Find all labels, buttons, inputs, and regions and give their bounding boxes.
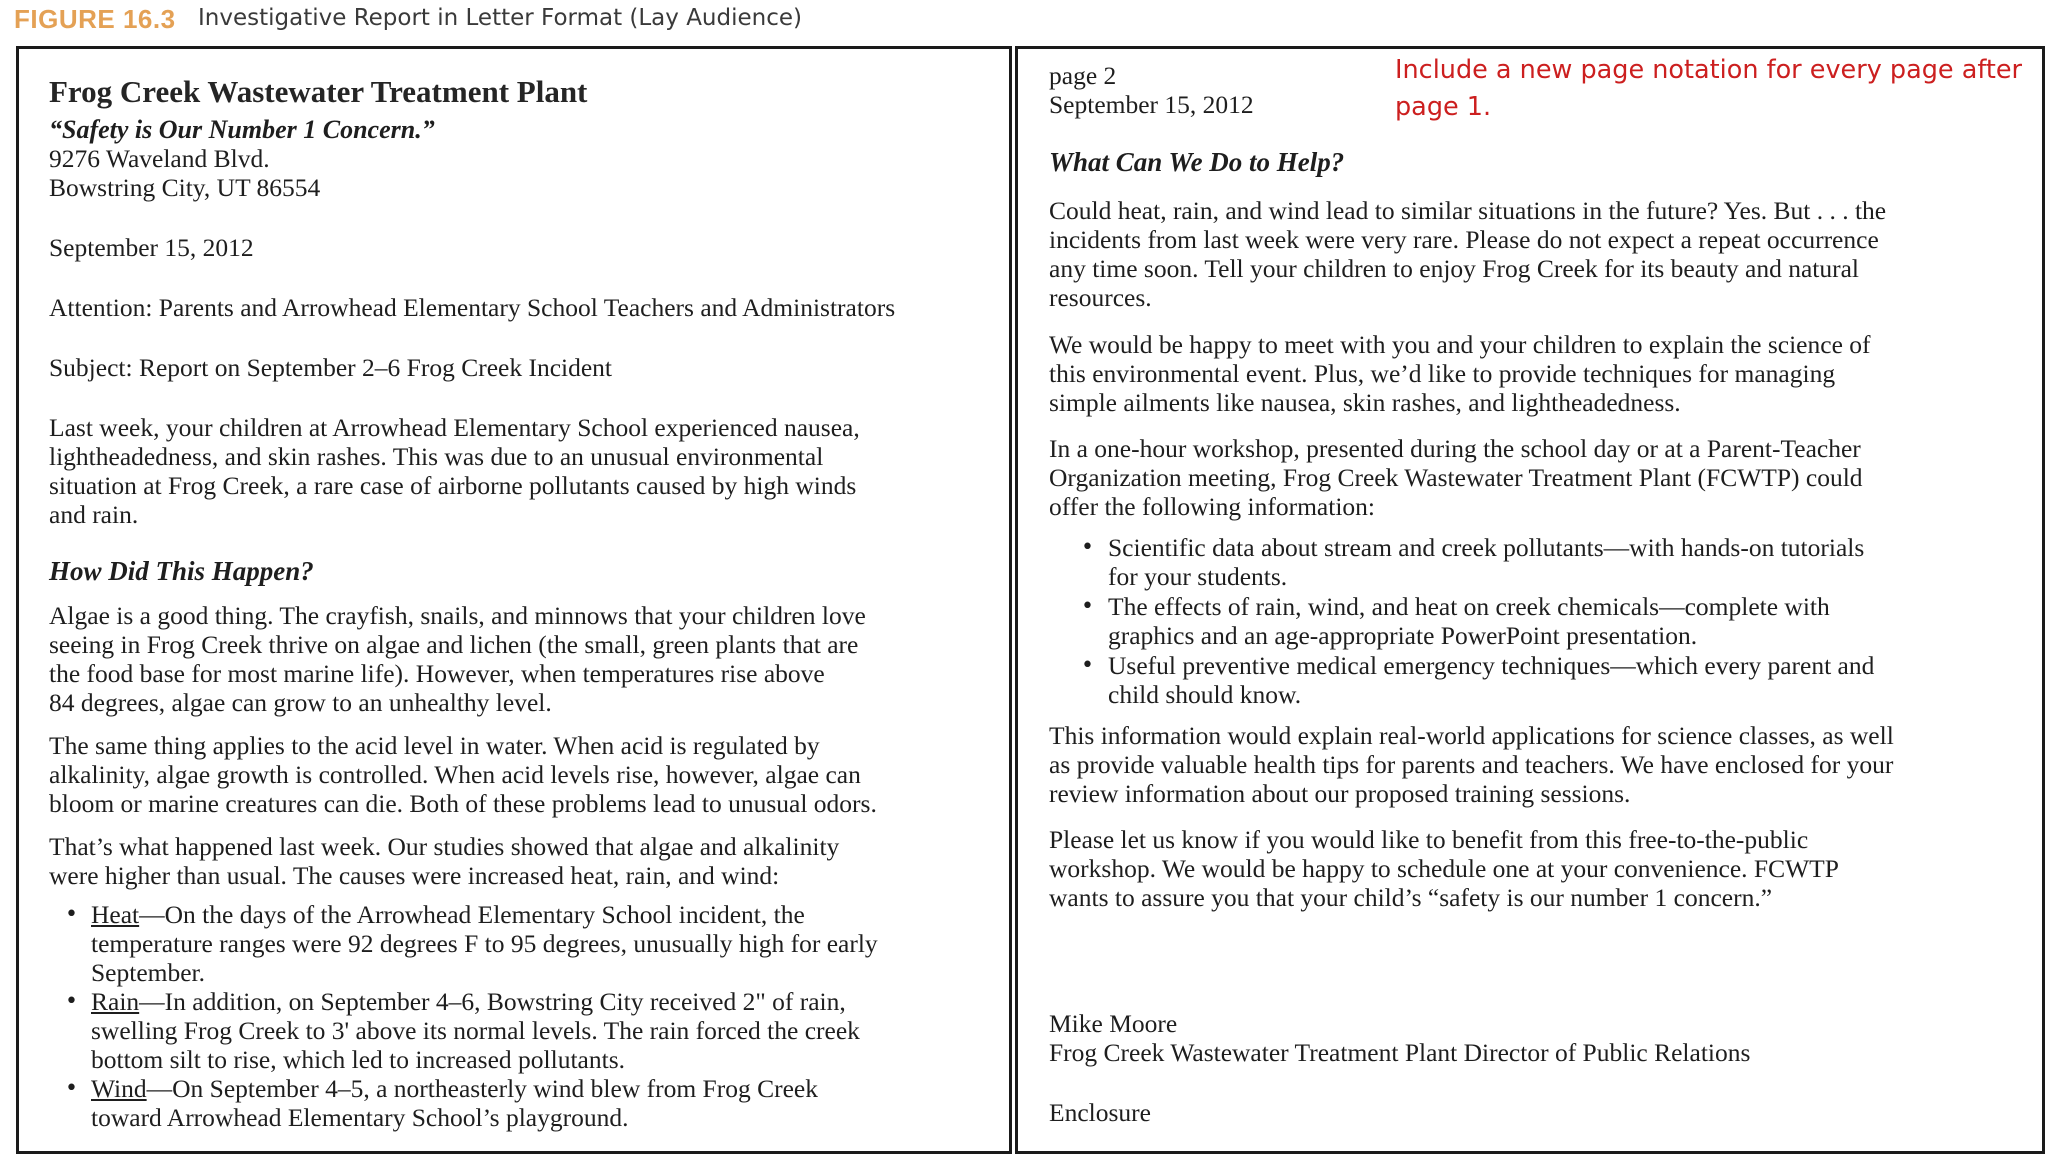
enclosure-line: Enclosure <box>1049 1098 1151 1127</box>
signer-title: Frog Creek Wastewater Treatment Plant Director of Public Relations <box>1049 1038 1751 1067</box>
bullet-dot: • <box>1081 653 1094 678</box>
bullet-line <box>91 1074 818 1103</box>
paragraph-line: bloom or marine creatures can die. Both of these problems lead to unusual odors. <box>49 789 877 818</box>
bullet-line: swelling Frog Creek to 3' above its normal levels. The rain forced the creek <box>91 1016 860 1045</box>
paragraph-line: The same thing applies to the acid level in water. When acid is regulated by <box>49 731 820 760</box>
bullet-line: graphics and an age-appropriate PowerPoint presentation. <box>1108 621 1698 650</box>
paragraph-line: any time soon. Tell your children to enjoy Frog Creek for its beauty and natural <box>1049 254 1860 283</box>
intro-line: Last week, your children at Arrowhead Elementary School experienced nausea, <box>49 413 860 442</box>
letter-date: September 15, 2012 <box>1049 90 1254 119</box>
plant-name: Frog Creek Wastewater Treatment Plant <box>49 74 588 109</box>
bullet-line: September. <box>91 958 206 987</box>
paragraph-line: were higher than usual. The causes were increased heat, rain, and wind: <box>49 861 780 890</box>
paragraph-line: Please let us know if you would like to benefit from this free-to-the-public <box>1049 825 1809 854</box>
intro-line: and rain. <box>49 500 139 529</box>
paragraph-line: Could heat, rain, and wind lead to similar situations in the future? Yes. But . . . the <box>1049 196 1887 225</box>
bullet-line: Useful preventive medical emergency techniques—which every parent and <box>1108 651 1875 680</box>
bullet-line <box>91 900 805 929</box>
paragraph-line: workshop. We would be happy to schedule one at your convenience. FCWTP <box>1049 854 1839 883</box>
attention-line: Attention: Parents and Arrowhead Elementary School Teachers and Administrators <box>49 293 896 322</box>
figure-label: FIGURE 16.3 <box>14 4 176 34</box>
bullet-line <box>91 987 846 1016</box>
paragraph-line: offer the following information: <box>1049 492 1375 521</box>
paragraph-line: seeing in Frog Creek thrive on algae and lichen (the small, green plants that are <box>49 630 859 659</box>
bullet-line: Scientific data about stream and creek pollutants—with hands-on tutorials <box>1108 533 1865 562</box>
bullet-text: —On the days of the Arrowhead Elementary School incident, the <box>139 900 805 929</box>
section-heading: What Can We Do to Help? <box>1049 147 1345 177</box>
section-heading: How Did This Happen? <box>49 556 314 586</box>
bullet-line: for your students. <box>1108 562 1288 591</box>
plant-motto: “Safety is Our Number 1 Concern.” <box>49 115 435 144</box>
address-line-1: 9276 Waveland Blvd. <box>49 144 270 173</box>
bullet-line: temperature ranges were 92 degrees F to 95 degrees, unusually high for early <box>91 929 878 958</box>
paragraph-line: In a one-hour workshop, presented during the school day or at a Parent-Teacher <box>1049 434 1861 463</box>
bullet-dot: • <box>65 902 78 927</box>
bullet-line: child should know. <box>1108 680 1302 709</box>
bullet-text: —On September 4–5, a northeasterly wind blew from Frog Creek <box>146 1074 818 1103</box>
figure-caption: Investigative Report in Letter Format (Lay Audience) <box>198 5 802 31</box>
bullet-dot: • <box>65 1076 78 1101</box>
paragraph-line: the food base for most marine life). However, when temperatures rise above <box>49 659 825 688</box>
paragraph-line: simple ailments like nausea, skin rashes, and lightheadedness. <box>1049 388 1681 417</box>
paragraph-line: 84 degrees, algae can grow to an unhealthy level. <box>49 688 552 717</box>
letter-page-2 <box>1015 46 2045 1154</box>
paragraph-line: wants to assure you that your child’s “safety is our number 1 concern.” <box>1049 883 1773 912</box>
bullet-term-heat: Heat <box>91 900 140 929</box>
paragraph-line: Organization meeting, Frog Creek Wastewater Treatment Plant (FCWTP) could <box>1049 463 1863 492</box>
paragraph-line: alkalinity, algae growth is controlled. When acid levels rise, however, algae can <box>49 760 861 789</box>
address-line-2: Bowstring City, UT 86554 <box>49 173 321 202</box>
bullet-text: —In addition, on September 4–6, Bowstring City received 2" of rain, <box>139 987 846 1016</box>
letter-page-1 <box>16 46 1012 1154</box>
bullet-dot: • <box>1081 535 1094 560</box>
paragraph-line: this environmental event. Plus, we’d like to provide techniques for managing <box>1049 359 1836 388</box>
paragraph-line: resources. <box>1049 283 1152 312</box>
paragraph-line: Algae is a good thing. The crayfish, snails, and minnows that your children love <box>49 601 866 630</box>
paragraph-line: That’s what happened last week. Our studies showed that algae and alkalinity <box>49 832 840 861</box>
bullet-line: bottom silt to rise, which led to increased pollutants. <box>91 1045 625 1074</box>
subject-line: Subject: Report on September 2–6 Frog Creek Incident <box>49 353 613 382</box>
page-notation: page 2 <box>1049 61 1117 90</box>
bullet-line: The effects of rain, wind, and heat on creek chemicals—complete with <box>1108 592 1830 621</box>
bullet-dot: • <box>65 989 78 1014</box>
bullet-line: toward Arrowhead Elementary School’s playground. <box>91 1103 629 1132</box>
letter-date: September 15, 2012 <box>49 233 254 262</box>
bullet-term-wind: Wind <box>91 1074 147 1103</box>
bullet-term-rain: Rain <box>91 987 140 1016</box>
intro-line: lightheadedness, and skin rashes. This was due to an unusual environmental <box>49 442 824 471</box>
paragraph-line: review information about our proposed training sessions. <box>1049 779 1631 808</box>
paragraph-line: incidents from last week were very rare. Please do not expect a repeat occurrence <box>1049 225 1879 254</box>
intro-line: situation at Frog Creek, a rare case of airborne pollutants caused by high winds <box>49 471 857 500</box>
bullet-dot: • <box>1081 594 1094 619</box>
paragraph-line: We would be happy to meet with you and your children to explain the science of <box>1049 330 1871 359</box>
paragraph-line: as provide valuable health tips for parents and teachers. We have enclosed for your <box>1049 750 1894 779</box>
page-notation-callout: Include a new page notation for every page after page 1. <box>1395 55 2023 122</box>
signer-name: Mike Moore <box>1049 1009 1178 1038</box>
paragraph-line: This information would explain real-world applications for science classes, as well <box>1049 721 1894 750</box>
